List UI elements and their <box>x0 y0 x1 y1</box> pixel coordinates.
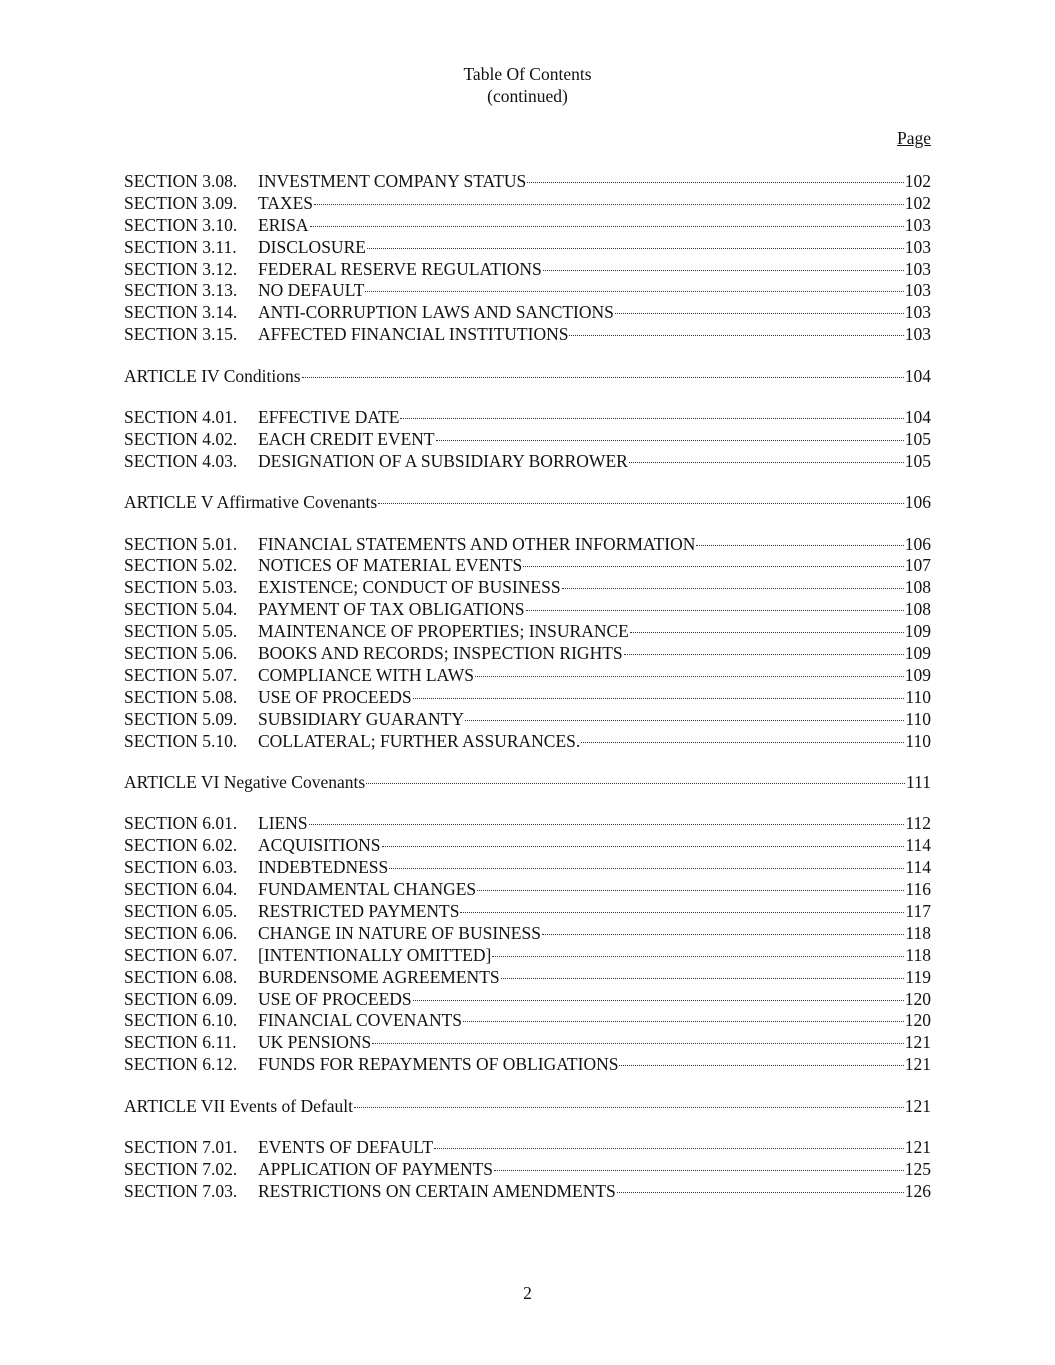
page-ref: 105 <box>904 428 931 449</box>
dot-leader <box>465 720 904 721</box>
dot-leader <box>494 1170 904 1171</box>
page-ref: 103 <box>904 258 931 279</box>
dot-leader <box>527 182 903 183</box>
section-number: SECTION 3.12. <box>124 258 238 279</box>
section-number: SECTION 6.10. <box>124 1010 238 1031</box>
section-number: SECTION 5.01. <box>124 533 238 554</box>
toc-group <box>124 772 931 794</box>
toc-section-entry[interactable] <box>124 901 931 923</box>
section-title: CHANGE IN NATURE OF BUSINESS <box>258 922 541 943</box>
page-ref: 105 <box>904 450 931 471</box>
toc-section-entry[interactable] <box>124 731 931 753</box>
page-ref: 103 <box>904 324 931 345</box>
page-ref: 117 <box>905 900 931 921</box>
section-title: MAINTENANCE OF PROPERTIES; INSURANCE <box>258 621 629 642</box>
section-number: SECTION 3.10. <box>124 214 238 235</box>
toc-section-entry[interactable] <box>124 1010 931 1032</box>
toc-section-entry[interactable] <box>124 193 931 215</box>
page-ref: 118 <box>905 944 931 965</box>
toc-group <box>124 813 931 1076</box>
toc-section-entry[interactable] <box>124 407 931 429</box>
toc-section-entry[interactable] <box>124 989 931 1011</box>
toc-group <box>124 534 931 753</box>
page-ref: 121 <box>904 1054 931 1075</box>
dot-leader <box>378 503 904 504</box>
section-number: SECTION 4.01. <box>124 407 238 428</box>
toc-section-entry[interactable] <box>124 280 931 302</box>
section-number: SECTION 6.06. <box>124 922 238 943</box>
toc-group <box>124 407 931 473</box>
page-ref: 121 <box>904 1032 931 1053</box>
article-title: ARTICLE V Affirmative Covenants <box>124 492 378 513</box>
dot-leader <box>542 934 904 935</box>
article-title: ARTICLE VII Events of Default <box>124 1095 353 1116</box>
section-number: SECTION 3.09. <box>124 192 238 213</box>
section-title: AFFECTED FINANCIAL INSTITUTIONS <box>258 324 569 345</box>
dot-leader <box>310 226 904 227</box>
dot-leader <box>569 335 903 336</box>
section-title: ANTI-CORRUPTION LAWS AND SANCTIONS <box>258 302 614 323</box>
page-ref: 114 <box>905 835 931 856</box>
page-ref: 106 <box>904 492 931 513</box>
section-number: SECTION 6.11. <box>124 1032 237 1053</box>
dot-leader <box>434 1148 904 1149</box>
section-number: SECTION 5.08. <box>124 686 238 707</box>
section-number: SECTION 6.09. <box>124 988 238 1009</box>
section-number: SECTION 7.03. <box>124 1180 238 1201</box>
dot-leader <box>309 824 905 825</box>
dot-leader <box>630 632 904 633</box>
dot-leader <box>413 698 905 699</box>
toc-article-entry[interactable] <box>124 492 931 514</box>
toc-article-entry[interactable] <box>124 1096 931 1118</box>
article-title: ARTICLE VI Negative Covenants <box>124 771 366 792</box>
page-ref: 119 <box>905 966 931 987</box>
section-number: SECTION 6.01. <box>124 813 238 834</box>
page-ref: 104 <box>904 407 931 428</box>
section-number: SECTION 6.03. <box>124 857 238 878</box>
section-title: FUNDS FOR REPAYMENTS OF OBLIGATIONS <box>258 1054 619 1075</box>
page-ref: 107 <box>904 555 931 576</box>
toc-section-entry[interactable] <box>124 1054 931 1076</box>
toc-section-entry[interactable] <box>124 665 931 687</box>
section-title: RESTRICTED PAYMENTS <box>258 900 460 921</box>
section-number: SECTION 6.08. <box>124 966 238 987</box>
toc-section-entry[interactable] <box>124 813 931 835</box>
page-ref: 108 <box>904 577 931 598</box>
dot-leader <box>696 545 903 546</box>
section-title: DESIGNATION OF A SUBSIDIARY BORROWER <box>258 450 628 471</box>
page-ref: 121 <box>904 1136 931 1157</box>
toc-section-entry[interactable] <box>124 879 931 901</box>
section-number: SECTION 5.03. <box>124 577 238 598</box>
toc-section-entry[interactable] <box>124 302 931 324</box>
toc-section-entry[interactable] <box>124 945 931 967</box>
toc-group <box>124 1137 931 1203</box>
section-title: FINANCIAL COVENANTS <box>258 1010 463 1031</box>
toc-title: Table Of Contents <box>463 64 592 84</box>
toc-section-entry[interactable] <box>124 835 931 857</box>
page-ref: 109 <box>904 664 931 685</box>
toc-section-entry[interactable] <box>124 555 931 577</box>
dot-leader <box>366 783 905 784</box>
page-ref: 121 <box>904 1095 931 1116</box>
section-title: ERISA <box>258 214 309 235</box>
section-number: SECTION 6.12. <box>124 1054 238 1075</box>
toc-group <box>124 1096 931 1118</box>
section-title: LIENS <box>258 813 308 834</box>
dot-leader <box>492 956 904 957</box>
section-title: FINANCIAL STATEMENTS AND OTHER INFORMATION <box>258 533 696 554</box>
dot-leader <box>372 1043 903 1044</box>
dot-leader <box>543 270 904 271</box>
toc-section-entry[interactable] <box>124 534 931 556</box>
section-number: SECTION 5.04. <box>124 599 238 620</box>
section-title: TAXES <box>258 192 313 213</box>
toc-article-entry[interactable] <box>124 366 931 388</box>
section-title: USE OF PROCEEDS <box>258 988 412 1009</box>
section-title: NOTICES OF MATERIAL EVENTS <box>258 555 523 576</box>
toc-subtitle: (continued) <box>487 86 568 106</box>
section-number: SECTION 3.14. <box>124 302 238 323</box>
toc-group <box>124 171 931 346</box>
dot-leader <box>501 978 905 979</box>
page-ref: 108 <box>904 599 931 620</box>
page-ref: 126 <box>904 1180 931 1201</box>
page-ref: 109 <box>904 621 931 642</box>
section-number: SECTION 6.05. <box>124 900 238 921</box>
section-number: SECTION 5.09. <box>124 708 238 729</box>
toc-section-entry[interactable] <box>124 621 931 643</box>
toc-section-entry[interactable] <box>124 643 931 665</box>
section-title: INVESTMENT COMPANY STATUS <box>258 171 527 191</box>
dot-leader <box>624 654 904 655</box>
section-title: NO DEFAULT <box>258 280 365 301</box>
section-title: UK PENSIONS <box>258 1032 372 1053</box>
page-ref: 112 <box>905 813 931 834</box>
section-title: [INTENTIONALLY OMITTED] <box>258 944 492 965</box>
section-number: SECTION 5.10. <box>124 730 238 751</box>
section-number: SECTION 7.01. <box>124 1136 238 1157</box>
toc-section-entry[interactable] <box>124 1159 931 1181</box>
section-number: SECTION 5.02. <box>124 555 238 576</box>
page-ref: 110 <box>905 708 931 729</box>
page-ref: 103 <box>904 302 931 323</box>
toc-group <box>124 366 931 388</box>
page-ref: 116 <box>905 879 931 900</box>
dot-leader <box>382 846 905 847</box>
section-number: SECTION 6.04. <box>124 879 238 900</box>
page-ref: 110 <box>905 730 931 751</box>
dot-leader <box>629 462 904 463</box>
section-title: EACH CREDIT EVENT <box>258 428 435 449</box>
toc-section-entry[interactable] <box>124 857 931 879</box>
toc-article-entry[interactable] <box>124 772 931 794</box>
dot-leader <box>302 377 904 378</box>
page-column-label: Page <box>896 128 931 148</box>
toc-section-entry[interactable] <box>124 429 931 451</box>
section-number: SECTION 5.07. <box>124 664 238 685</box>
page-ref: 103 <box>904 280 931 301</box>
page-ref: 103 <box>904 214 931 235</box>
toc-section-entry[interactable] <box>124 967 931 989</box>
dot-leader <box>314 204 904 205</box>
page-ref: 102 <box>904 171 931 191</box>
section-title: COMPLIANCE WITH LAWS <box>258 664 475 685</box>
dot-leader <box>477 890 904 891</box>
dot-leader <box>615 313 904 314</box>
toc-group <box>124 492 931 514</box>
section-title: EFFECTIVE DATE <box>258 407 400 428</box>
section-title: FUNDAMENTAL CHANGES <box>258 879 477 900</box>
section-title: BURDENSOME AGREEMENTS <box>258 966 500 987</box>
dot-leader <box>617 1192 904 1193</box>
section-number: SECTION 3.11. <box>124 236 237 257</box>
section-title: COLLATERAL; FURTHER ASSURANCES. <box>258 730 581 751</box>
toc-section-entry[interactable] <box>124 259 931 281</box>
toc-section-entry[interactable] <box>124 599 931 621</box>
section-title: PAYMENT OF TAX OBLIGATIONS <box>258 599 525 620</box>
dot-leader <box>475 676 904 677</box>
page-ref: 111 <box>906 771 931 792</box>
dot-leader <box>354 1107 904 1108</box>
section-title: EXISTENCE; CONDUCT OF BUSINESS <box>258 577 561 598</box>
toc-section-entry[interactable] <box>124 451 931 473</box>
section-number: SECTION 3.08. <box>124 171 238 191</box>
section-title: FEDERAL RESERVE REGULATIONS <box>258 258 542 279</box>
section-title: RESTRICTIONS ON CERTAIN AMENDMENTS <box>258 1180 616 1201</box>
section-title: APPLICATION OF PAYMENTS <box>258 1158 494 1179</box>
page-ref: 110 <box>905 686 931 707</box>
section-number: SECTION 3.13. <box>124 280 238 301</box>
section-number: SECTION 5.06. <box>124 643 238 664</box>
dot-leader <box>581 742 904 743</box>
section-title: EVENTS OF DEFAULT <box>258 1136 434 1157</box>
page-ref: 114 <box>905 857 931 878</box>
section-number: SECTION 3.15. <box>124 324 238 345</box>
dot-leader <box>526 610 904 611</box>
toc-section-entry[interactable] <box>124 687 931 709</box>
dot-leader <box>436 440 904 441</box>
section-title: BOOKS AND RECORDS; INSPECTION RIGHTS <box>258 643 623 664</box>
article-title: ARTICLE IV Conditions <box>124 365 301 386</box>
page-ref: 120 <box>904 988 931 1009</box>
toc-section-entry[interactable] <box>124 709 931 731</box>
section-title: ACQUISITIONS <box>258 835 381 856</box>
dot-leader <box>365 291 903 292</box>
toc-section-entry[interactable] <box>124 324 931 346</box>
dot-leader <box>460 912 904 913</box>
toc-list <box>124 171 931 1222</box>
section-title: USE OF PROCEEDS <box>258 686 412 707</box>
dot-leader <box>400 418 903 419</box>
page-ref: 109 <box>904 643 931 664</box>
page-number: 2 <box>523 1283 532 1303</box>
toc-section-entry[interactable] <box>124 237 931 259</box>
section-number: SECTION 6.02. <box>124 835 238 856</box>
section-number: SECTION 6.07. <box>124 944 238 965</box>
section-number: SECTION 4.03. <box>124 450 238 471</box>
dot-leader <box>619 1065 903 1066</box>
page-ref: 106 <box>904 533 931 554</box>
dot-leader <box>562 588 904 589</box>
toc-section-entry[interactable] <box>124 215 931 237</box>
page-ref: 103 <box>904 236 931 257</box>
dot-leader <box>463 1021 904 1022</box>
dot-leader <box>367 248 904 249</box>
dot-leader <box>389 868 904 869</box>
section-title: INDEBTEDNESS <box>258 857 389 878</box>
page-ref: 104 <box>904 365 931 386</box>
toc-section-entry[interactable] <box>124 1181 931 1203</box>
section-title: DISCLOSURE <box>258 236 366 257</box>
section-number: SECTION 7.02. <box>124 1158 238 1179</box>
page-ref: 125 <box>904 1158 931 1179</box>
section-title: SUBSIDIARY GUARANTY <box>258 708 464 729</box>
section-number: SECTION 5.05. <box>124 621 238 642</box>
dot-leader <box>413 1000 904 1001</box>
page-ref: 120 <box>904 1010 931 1031</box>
toc-section-entry[interactable] <box>124 923 931 945</box>
toc-section-entry[interactable] <box>124 171 931 193</box>
toc-section-entry[interactable] <box>124 577 931 599</box>
page-ref: 102 <box>904 192 931 213</box>
toc-section-entry[interactable] <box>124 1032 931 1054</box>
dot-leader <box>523 566 903 567</box>
page-ref: 118 <box>905 922 931 943</box>
toc-section-entry[interactable] <box>124 1137 931 1159</box>
section-number: SECTION 4.02. <box>124 428 238 449</box>
